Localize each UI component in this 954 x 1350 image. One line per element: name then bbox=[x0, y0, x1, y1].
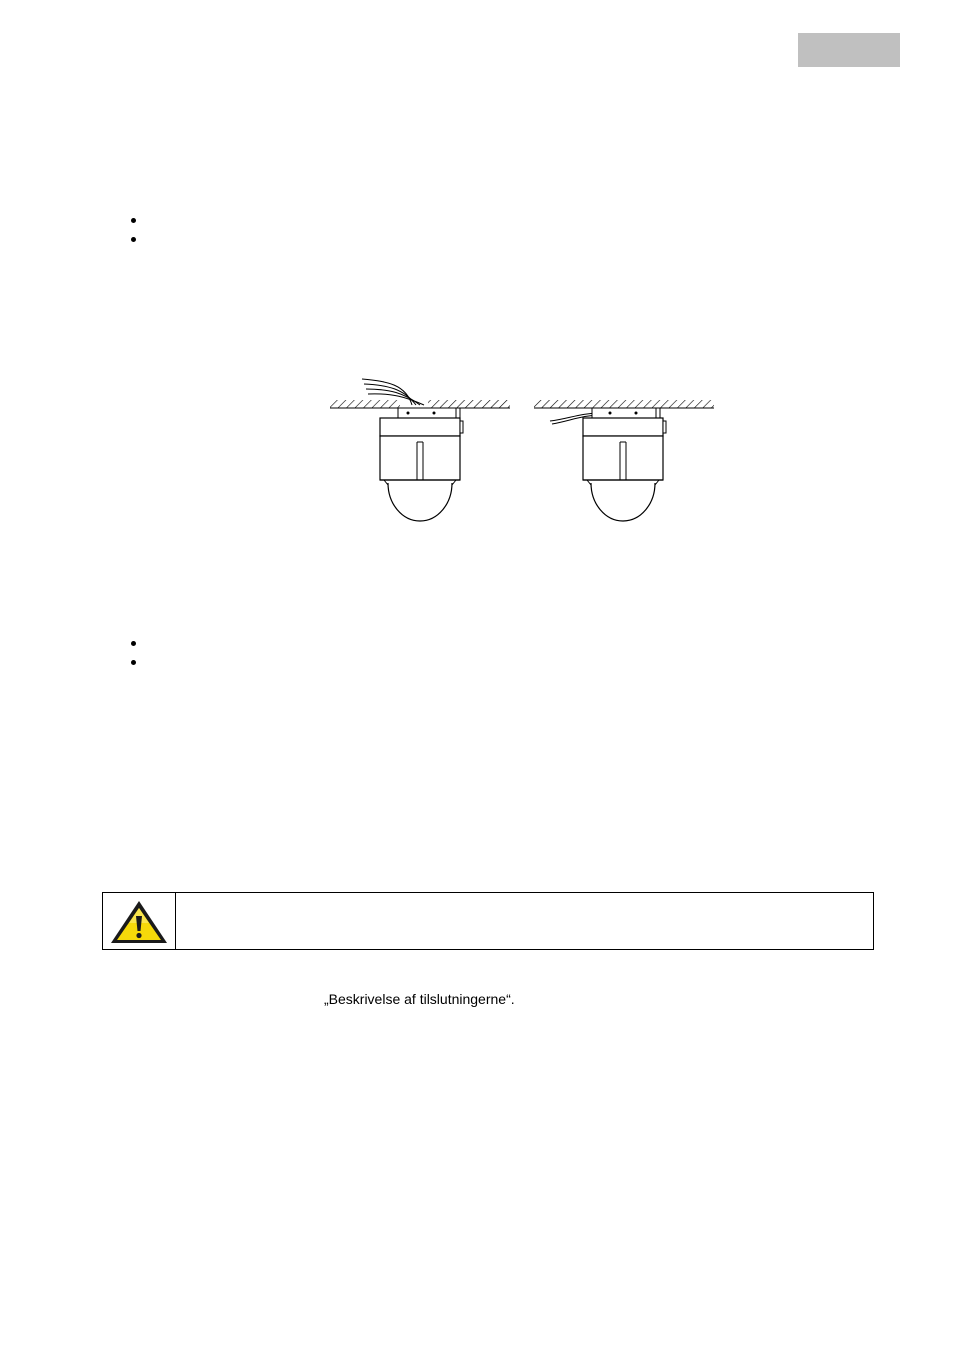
camera-cable-through-ceiling bbox=[330, 379, 510, 521]
bullet-marker bbox=[131, 218, 136, 223]
warning-icon-cell bbox=[103, 893, 176, 949]
warning-triangle-icon bbox=[109, 899, 169, 945]
bullet-marker bbox=[131, 641, 136, 646]
camera-mounting-figure bbox=[328, 375, 718, 525]
language-tab bbox=[798, 33, 900, 67]
camera-cable-along-ceiling bbox=[534, 400, 714, 521]
bullet-marker bbox=[131, 237, 136, 242]
bullet-marker bbox=[131, 660, 136, 665]
cross-reference-text: „Beskrivelse af tilslutningerne“. bbox=[324, 991, 515, 1007]
warning-box bbox=[102, 892, 874, 950]
